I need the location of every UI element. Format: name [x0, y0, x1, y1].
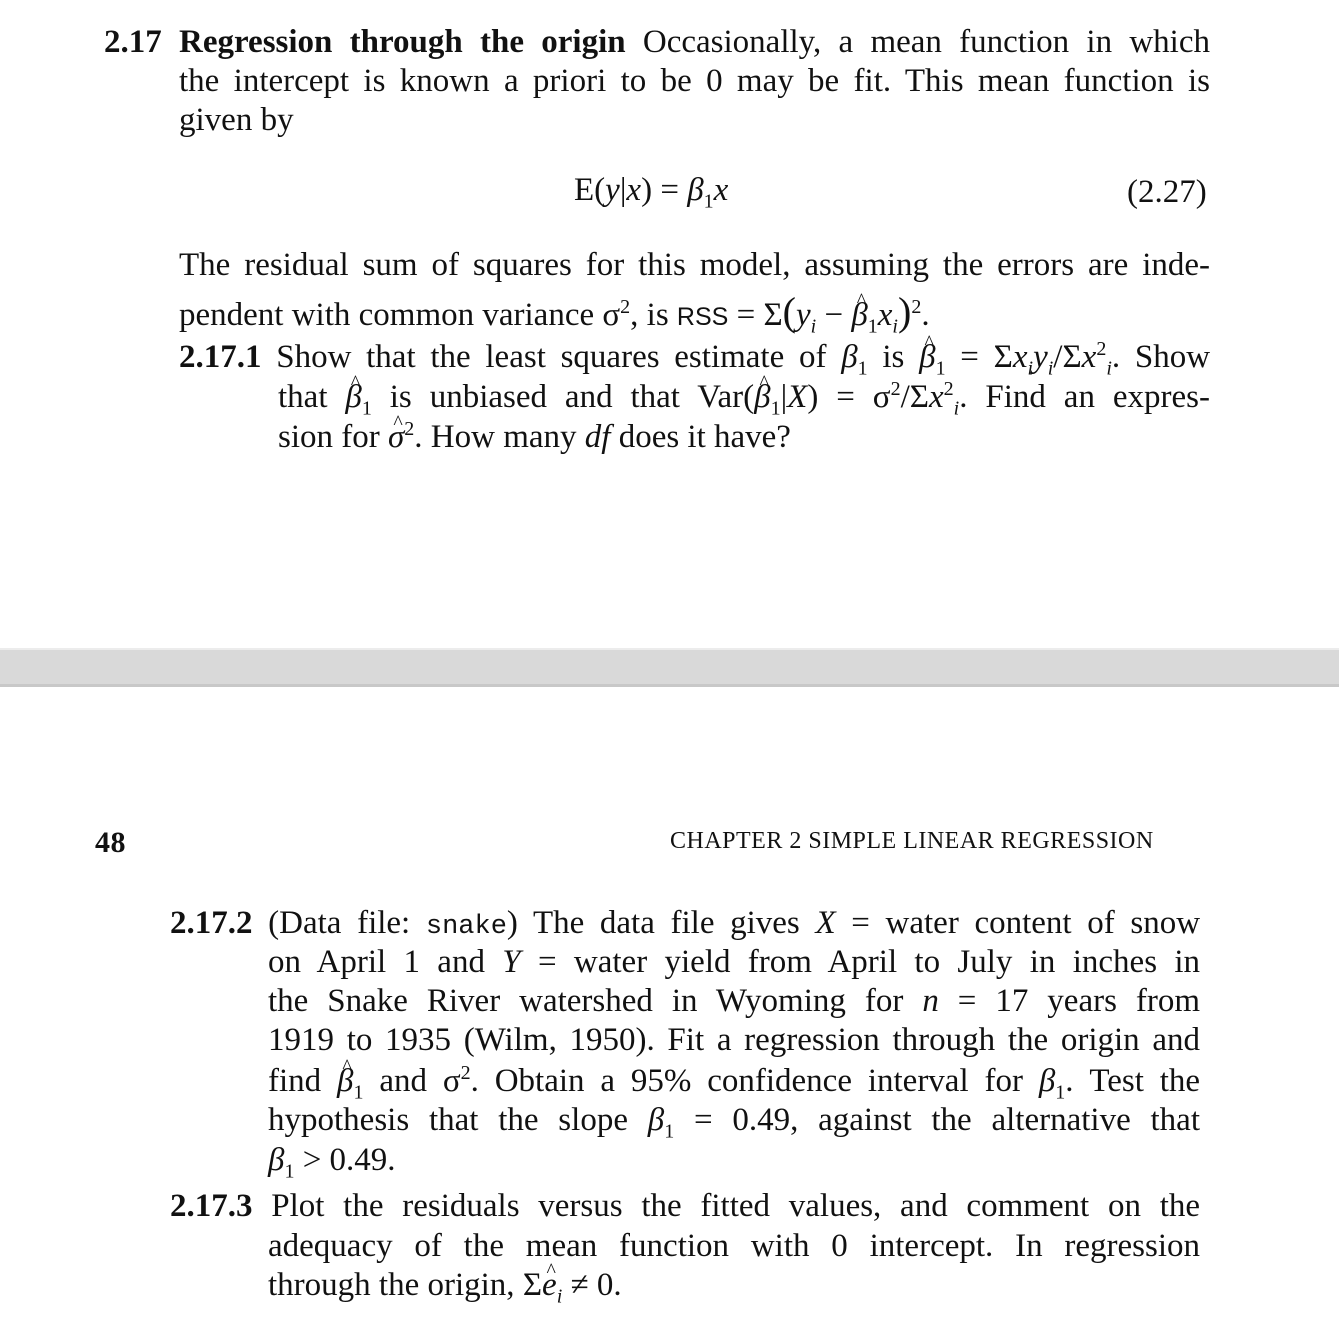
problem-number: 2.17 [104, 24, 162, 60]
problem-heading-line [104, 22, 1210, 62]
problem-title: Regression through the origin [179, 24, 626, 60]
question-2-17-2-line: 1919 to 1935 (Wilm, 1950). Fit a regression through the origin and [268, 1022, 1200, 1058]
problem-text: Occasionally, a mean function in which [642, 24, 1210, 60]
problem-text-line: the intercept is known a priori to be 0 may be fit. This mean function is [179, 63, 1210, 99]
question-number: 2.17.3 [170, 1188, 253, 1224]
page-number: 48 [95, 826, 126, 859]
question-2-17-1-line: sion for ^ $\sigma^2$. How many df does it have? [278, 417, 791, 457]
question-2-17-1-line: that ^ $\beta_1$ is unbiased and that Var(^ $\beta_1|X) = \sigma^2/\Sigma x^2_i$. Find an expres- [278, 377, 1210, 417]
question-2-17-2-line: on April 1 and Y = water yield from April to July in inches in [268, 944, 1201, 980]
question-2-17-2-line: the Snake River watershed in Wyoming for n = 17 years from [268, 983, 1201, 1019]
rss-symbol: RSS [676, 303, 729, 331]
problem-text-line: given by [179, 102, 294, 138]
question-2-17-2-line: hypothesis that the slope $\beta_1 = 0.49$, against the alternative that [268, 1102, 1200, 1143]
data-file-name: snake [425, 912, 507, 942]
paragraph-line: pendent with common variance $\sigma^2$, is RSS = $\Sigma(y_i$ − ^ $\beta_1x_i)^2$. [179, 292, 930, 337]
equation-label: (2.27) [1127, 174, 1207, 210]
question-number: 2.17.1 [179, 339, 262, 375]
question-2-17-2-line: find ^ $\beta_1$ and $\sigma^2$. Obtain a 95% confidence interval for $\beta_1$. Test the [268, 1061, 1200, 1101]
page-divider [0, 648, 1339, 687]
equation-2-27: $E(y|x) = \beta_1x$ [574, 172, 729, 213]
chapter-heading: CHAPTER 2 SIMPLE LINEAR REGRESSION [670, 828, 1154, 854]
question-2-17-3-line: through the origin, Σ^ $e_i \ne 0$. [268, 1265, 622, 1305]
question-number: 2.17.2 [170, 905, 253, 941]
question-2-17-2-line: 2.17.2 (Data file: snake) The data file gives X = water content of snow [170, 905, 1201, 942]
question-2-17-2-line: $\beta_1 > 0.49$. [268, 1142, 396, 1183]
question-2-17-1-line: 2.17.1 Show that the least squares estimate of $\beta_1$ is ^ $\beta_1 = \Sigma x_iy_i/\Sigma x^2_i$. Show [179, 337, 1210, 377]
question-2-17-3-line: 2.17.3 Plot the residuals versus the fitted values, and comment on the [170, 1188, 1201, 1224]
question-2-17-3-line: adequacy of the mean function with 0 intercept. In regression [268, 1228, 1200, 1264]
paragraph-line: The residual sum of squares for this model, assuming the errors are inde- [179, 247, 1210, 283]
